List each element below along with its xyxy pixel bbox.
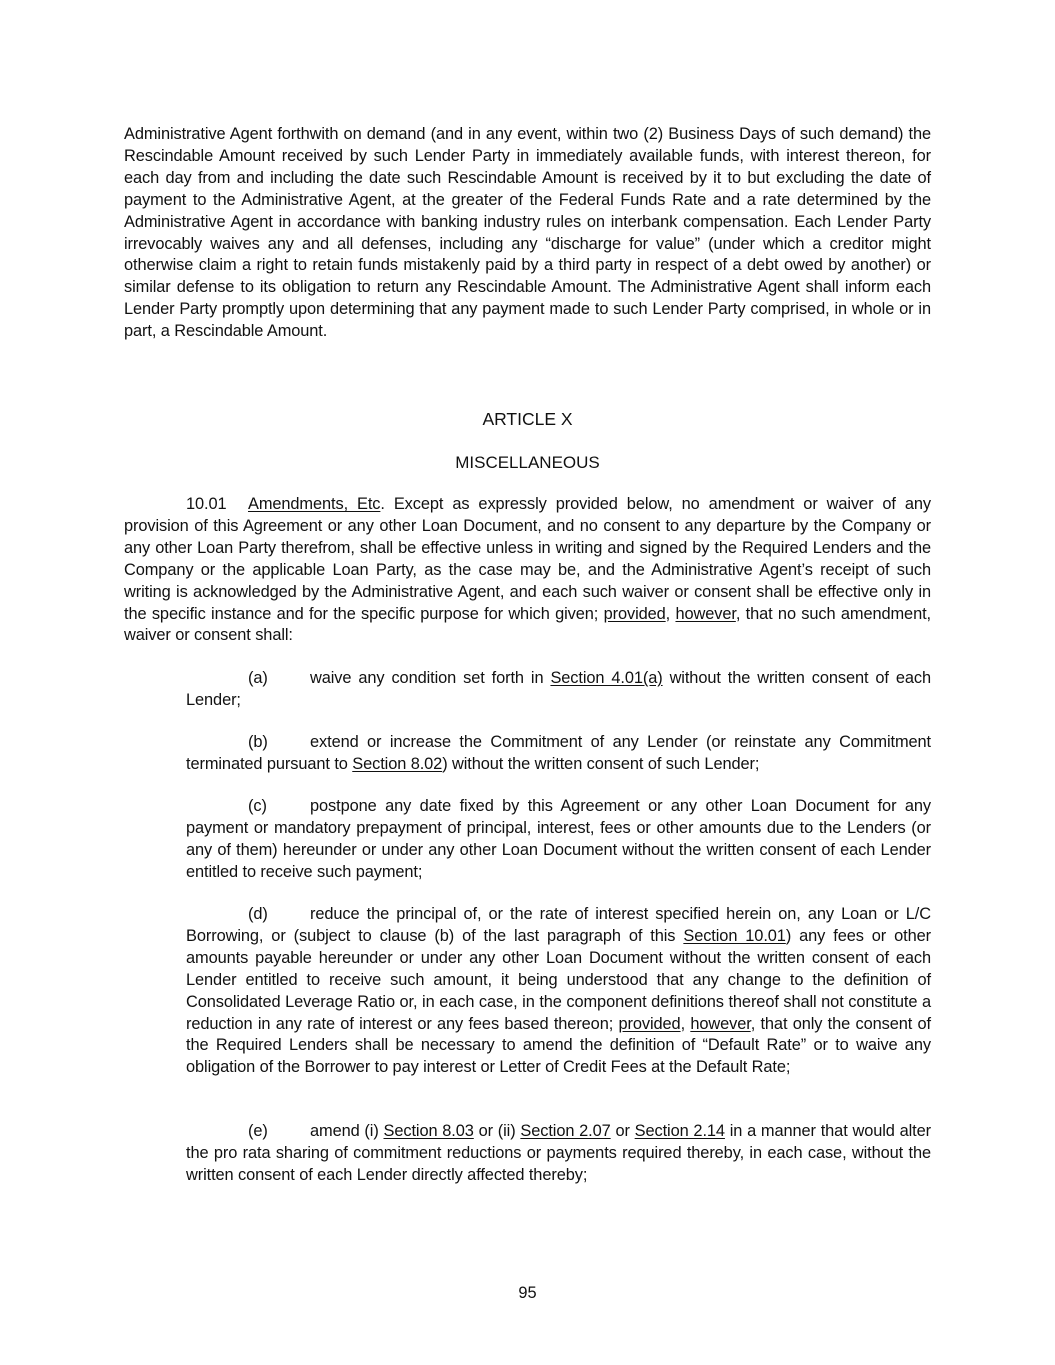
section-10-01-reference: Section 10.01 <box>683 926 786 945</box>
section-8-03-reference: Section 8.03 <box>383 1122 474 1140</box>
clause-d-provided-term: provided <box>618 1014 681 1033</box>
clause-b <box>186 732 931 776</box>
clause-b-text-2: ) without the written consent of such Lender; <box>442 754 760 773</box>
section-2-07-reference: Section 2.07 <box>520 1122 611 1140</box>
provided-term: provided <box>603 604 666 623</box>
article-title: ARTICLE X <box>482 409 573 429</box>
section-4-01-a-reference: Section 4.01(a) <box>550 669 663 687</box>
clause-e-label: (e) <box>248 1122 268 1140</box>
section-heading-period: . <box>380 495 385 513</box>
section-heading: Amendments, Etc <box>248 495 381 513</box>
clause-a-text-1: waive any condition set forth in <box>310 669 551 687</box>
clause-d-label: (d) <box>248 905 268 923</box>
page-number: 95 <box>518 1284 537 1302</box>
clause-d-text-1: reduce the principal of, or the rate of interest specified herein on, any Loan or L/C Borrowing, or (subject to clause (b) of the last paragraph of this <box>186 905 931 945</box>
clause-a <box>186 668 931 712</box>
clause-e-text-4: in a manner that would alter the pro rata sharing of commitment reductions or payments required thereby, in each case, without the written consent of each Lender directly affected thereby; <box>186 1122 931 1184</box>
clause-c-text-1: postpone any date fixed by this Agreement or any other Loan Document for any payment or mandatory prepayment of principal, interest, fees or other amounts due to the Lenders (or any of them) hereunder or under any other Loan Document without the written consent of each Lender entitled to receive such payment; <box>186 797 931 881</box>
clause-e-text-3: or <box>610 1122 635 1140</box>
section-number: 10.01 <box>186 495 227 513</box>
clause-d-however-term: however <box>690 1014 751 1033</box>
however-term: however <box>675 604 736 623</box>
intro-paragraph <box>124 124 931 343</box>
section-10-01-paragraph <box>124 494 931 647</box>
clause-e-text-2: or (ii) <box>473 1122 521 1140</box>
clause-c <box>186 796 931 884</box>
section-body-2: , that no such amendment, waiver or consent shall: <box>124 604 931 645</box>
clause-b-label: (b) <box>248 733 268 751</box>
clause-b-text-1: extend or increase the Commitment of any Lender (or reinstate any Commitment terminated pursuant to <box>186 733 931 773</box>
section-2-14-reference: Section 2.14 <box>634 1122 725 1140</box>
clause-d-text-2: ) any fees or other amounts payable hereunder or under any other Loan Document without the written consent of each Lender entitled to receive such amount, it being understood that any change to the definition of Consolidated Leverage Ratio or, in each case, in the component definitions thereof shall not constitute a reduction in any rate of interest or any fees based thereon; <box>186 926 931 1033</box>
clause-d-text-3: , that only the consent of the Required Lenders shall be necessary to amend the definition of “Default Rate” or to waive any obligation of the Borrower to pay interest or Letter of Credit Fees at the Default Rate; <box>186 1014 931 1077</box>
clause-a-text-2: without the written consent of each Lender; <box>186 669 931 709</box>
article-subtitle: MISCELLANEOUS <box>455 453 600 472</box>
section-8-02-reference: Section 8.02 <box>352 754 443 773</box>
provided-comma: , <box>665 604 676 623</box>
clause-a-label: (a) <box>248 669 268 687</box>
section-body-1: Except as expressly provided below, no amendment or waiver of any provision of this Agreement or any other Loan Document, and no consent to any departure by the Company or any other Loan Party therefrom, shall be effective unless in writing and signed by the Required Lenders and the Company or the applicable Loan Party, as the case may be, and the Administrative Agent’s receipt of such writing is acknowledged by the Administrative Agent, and each such waiver or consent shall be effective only in the specific instance and for the specific purpose for which given; <box>124 495 931 623</box>
clause-d-provided-comma: , <box>680 1014 691 1033</box>
clause-d <box>186 904 931 1079</box>
clause-e-text-1: amend (i) <box>310 1122 384 1140</box>
clause-c-label: (c) <box>248 797 267 815</box>
clause-e <box>186 1121 931 1187</box>
intro-text: Administrative Agent forthwith on demand (and in any event, within two (2) Business Days of such demand) the Rescindable Amount received by such Lender Party in immediately available funds, with interest thereon, for each day from and including the date such Rescindable Amount is received by it to but excluding the date of payment to the Administrative Agent, at the greater of the Federal Funds Rate and a rate determined by the Administrative Agent in accordance with banking industry rules on interbank compensation. Each Lender Party irrevocably waives any and all defenses, including any “discharge for value” (under which a creditor might otherwise claim a right to retain funds mistakenly paid by a third party in respect of a debt owed by another) or similar defense to its obligation to return any Rescindable Amount. The Administrative Agent shall inform each Lender Party promptly upon determining that any payment made to such Lender Party comprised, in whole or in part, a Rescindable Amount. <box>124 125 931 341</box>
